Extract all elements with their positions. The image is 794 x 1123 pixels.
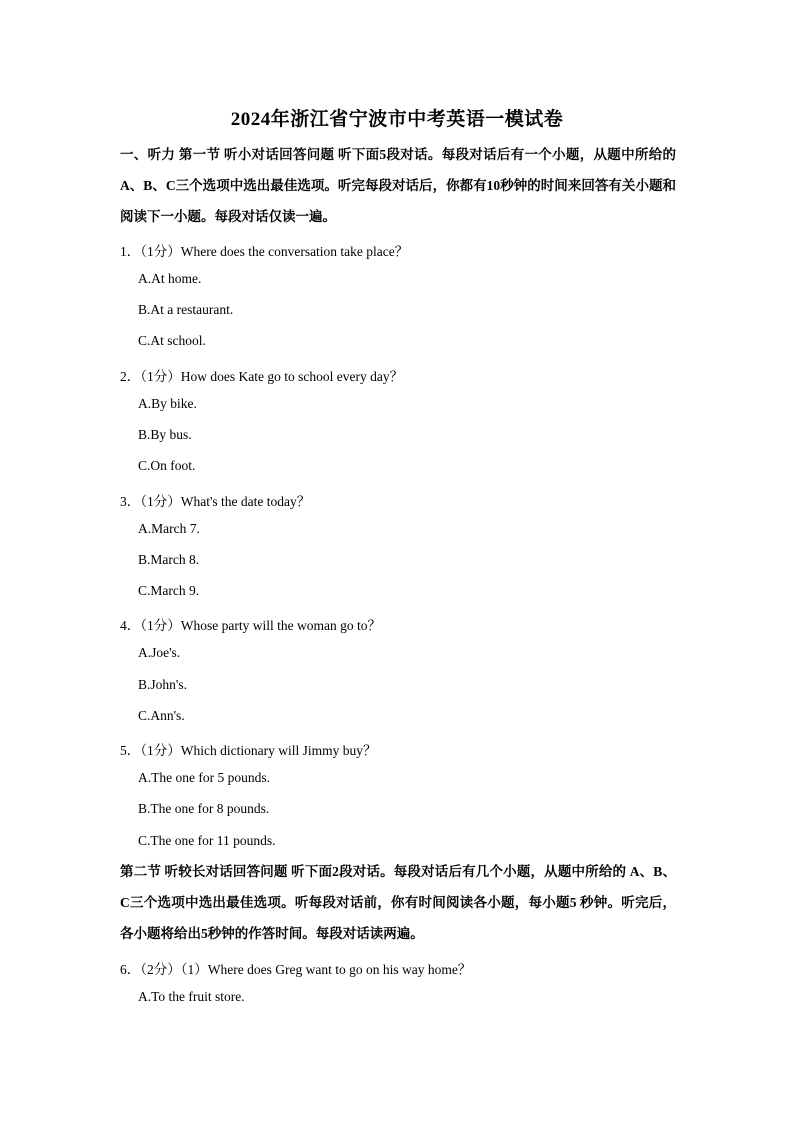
- question-5-option-b: B.The one for 8 pounds.: [138, 801, 270, 816]
- question-3-option-a: A.March 7.: [138, 521, 200, 536]
- question-4-option-c: C.Ann's.: [138, 708, 185, 723]
- question-1-option-a: A.At home.: [138, 271, 202, 286]
- question-2-option-b: B.By bus.: [138, 427, 192, 442]
- question-1-stem: 1．（1分）Where does the conversation take place？: [120, 244, 409, 259]
- question-3-stem: 3．（1分）What's the date today？: [120, 494, 311, 509]
- question-4-option-a: A.Joe's.: [138, 645, 181, 660]
- exam-title: 2024年浙江省宁波市中考英语一模试卷: [230, 109, 564, 130]
- question-6-stem: 6．（2分）（1）Where does Greg want to go on his way home？: [120, 962, 472, 977]
- question-2-stem: 2．（1分）How does Kate go to school every day？: [120, 369, 404, 384]
- question-2-option-c: C.On foot.: [138, 458, 196, 473]
- question-1-option-c: C.At school.: [138, 333, 206, 348]
- section-1-instructions: 一、听力 第一节 听小对话回答问题 听下面5段对话。每段对话后有一个小题，从题中所给的 A、B、C三个选项中选出最佳选项。听完每段对话后，你都有10秒钟的时间来回答有关小题和阅读下一小题。每段对话仅读一遍。: [120, 147, 676, 224]
- question-5-option-a: A.The one for 5 pounds.: [138, 770, 270, 785]
- section-2-instructions: 第二节 听较长对话回答问题 听下面2段对话。每段对话后有几个小题，从题中所给的 A、B、C三个选项中选出最佳选项。听每段对话前，你有时间阅读各小题，每小题5 秒钟。听完后，各小题将给出5秒钟的作答时间。每段对话读两遍。: [120, 864, 676, 941]
- question-2-option-a: A.By bike.: [138, 396, 197, 411]
- question-4-stem: 4．（1分）Whose party will the woman go to？: [120, 618, 381, 633]
- question-1-option-b: B.At a restaurant.: [138, 302, 234, 317]
- question-5-option-c: C.The one for 11 pounds.: [138, 833, 276, 848]
- question-6-option-a: A.To the fruit store.: [138, 989, 245, 1004]
- question-4-option-b: B.John's.: [138, 677, 187, 692]
- question-3-option-b: B.March 8.: [138, 552, 200, 567]
- question-5-stem: 5．（1分）Which dictionary will Jimmy buy？: [120, 743, 377, 758]
- question-3-option-c: C.March 9.: [138, 583, 200, 598]
